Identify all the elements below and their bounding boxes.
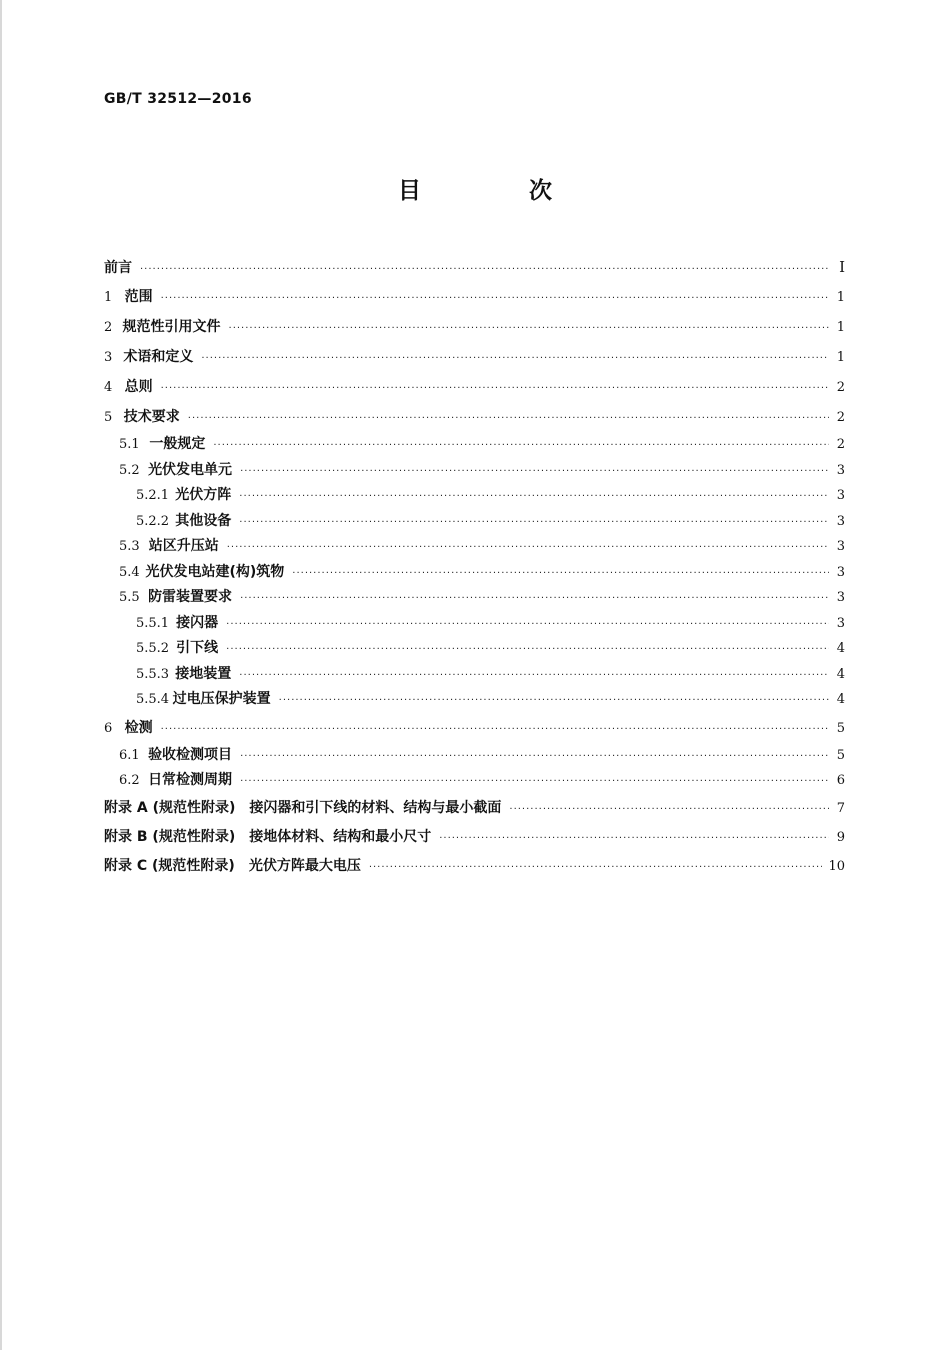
toc-dot-leader xyxy=(201,344,829,374)
toc-entry-page: 3 xyxy=(836,462,845,478)
toc-entry-label: 规范性引用文件 xyxy=(122,319,221,335)
toc-dot-leader xyxy=(240,769,829,795)
page-title: 目 次 xyxy=(397,178,602,204)
toc-dot-leader xyxy=(439,824,829,853)
toc-entry-number: 2 xyxy=(104,320,113,335)
toc-entry[interactable] xyxy=(104,585,845,611)
toc-entry[interactable] xyxy=(104,483,845,509)
toc-dot-leader xyxy=(161,374,829,404)
toc-entry-label: 范围 xyxy=(124,289,153,305)
toc-entry-label: 术语和定义 xyxy=(123,349,194,365)
toc-entry-label: 光伏发电单元 xyxy=(148,461,233,478)
toc-dot-leader xyxy=(369,853,823,882)
toc-entry[interactable] xyxy=(104,823,845,852)
toc-entry-page: 5 xyxy=(836,720,845,736)
toc-entry-page: 6 xyxy=(836,773,845,788)
toc-entry-label: 前言 xyxy=(104,260,132,276)
toc-entry-label: 其他设备 xyxy=(175,512,232,529)
toc-entry-label: 一般规定 xyxy=(149,436,206,452)
toc-entry[interactable] xyxy=(104,402,845,432)
toc-entry-label: 验收检测项目 xyxy=(148,746,233,763)
toc-entry-number: 5.2.1 xyxy=(136,488,170,503)
toc-entry[interactable] xyxy=(104,794,845,823)
toc-dot-leader xyxy=(239,663,829,689)
toc-entry[interactable] xyxy=(104,743,845,769)
toc-entry-page: 4 xyxy=(836,666,845,682)
toc-entry-page: I xyxy=(839,258,845,276)
toc-entry-page: 3 xyxy=(836,590,845,605)
toc-dot-leader xyxy=(188,404,829,434)
toc-entry-number: 5.5.4 xyxy=(136,692,170,707)
toc-entry-label: 附录 A (规范性附录) 接闪器和引下线的材料、结构与最小截面 xyxy=(104,799,502,816)
toc-entry[interactable] xyxy=(104,509,845,535)
toc-dot-leader xyxy=(140,255,829,285)
toc-dot-leader xyxy=(229,314,829,344)
toc-entry-label: 接地装置 xyxy=(175,665,232,682)
toc-entry[interactable] xyxy=(104,768,845,794)
toc-entry-page: 3 xyxy=(836,488,845,503)
toc-entry-number: 6.1 xyxy=(119,747,140,763)
toc-entry[interactable] xyxy=(104,312,845,342)
toc-entry-page: 2 xyxy=(836,380,845,395)
toc-entry[interactable] xyxy=(104,852,845,881)
toc-entry[interactable] xyxy=(104,662,845,688)
toc-entry[interactable] xyxy=(104,432,845,458)
toc-entry-label: 引下线 xyxy=(176,640,219,656)
toc-entry-number: 6.2 xyxy=(119,773,140,788)
toc-dot-leader xyxy=(226,637,829,663)
toc-entry-page: 10 xyxy=(828,859,845,875)
toc-entry-label: 附录 C (规范性附录) 光伏方阵最大电压 xyxy=(104,858,361,875)
toc-dot-leader xyxy=(239,484,829,510)
toc-dot-leader xyxy=(240,744,829,770)
toc-dot-leader xyxy=(279,688,829,714)
toc-entry-label: 日常检测周期 xyxy=(148,772,233,788)
toc-entry-label: 检测 xyxy=(124,719,153,736)
toc-dot-leader xyxy=(161,715,829,745)
toc-entry-number: 5.2 xyxy=(119,462,140,478)
toc-entry[interactable] xyxy=(104,713,845,743)
toc-entry-label: 光伏发电站建(构)筑物 xyxy=(145,563,285,580)
toc-entry-label: 总则 xyxy=(124,379,153,395)
toc-entry[interactable] xyxy=(104,534,845,560)
toc-entry[interactable] xyxy=(104,342,845,372)
toc-entry[interactable] xyxy=(104,687,845,713)
toc-entry-label: 站区升压站 xyxy=(148,538,219,554)
toc-entry-number: 5.2.2 xyxy=(136,513,170,529)
toc-dot-leader xyxy=(509,795,829,824)
toc-entry-page: 1 xyxy=(836,320,845,335)
toc-dot-leader xyxy=(161,284,829,314)
toc-entry[interactable] xyxy=(104,560,845,586)
toc-entry-page: 2 xyxy=(836,410,845,425)
toc-entry-page: 2 xyxy=(836,437,845,452)
toc-entry[interactable] xyxy=(104,252,845,282)
toc-entry-label: 技术要求 xyxy=(123,409,180,425)
toc-entry-page: 9 xyxy=(836,829,845,845)
toc-entry-number: 5.5.3 xyxy=(136,666,170,682)
toc-entry-number: 3 xyxy=(104,350,113,365)
toc-entry[interactable] xyxy=(104,611,845,637)
toc-entry[interactable] xyxy=(104,458,845,484)
toc-entry-number: 1 xyxy=(104,290,113,305)
standard-number: GB/T 32512—2016 xyxy=(104,91,252,107)
toc-dot-leader xyxy=(240,459,829,485)
toc-entry-label: 过电压保护装置 xyxy=(172,691,271,707)
toc-entry-number: 6 xyxy=(104,720,113,736)
toc-entry-label: 接闪器 xyxy=(176,614,219,631)
toc-entry-number: 5 xyxy=(104,410,113,425)
toc-entry-number: 5.5.1 xyxy=(136,615,170,631)
toc-entry-page: 4 xyxy=(836,692,845,707)
toc-dot-leader xyxy=(226,612,829,638)
toc-entry-page: 4 xyxy=(836,641,845,656)
toc-entry-label: 防雷装置要求 xyxy=(148,589,233,605)
toc-entry-page: 3 xyxy=(836,615,845,631)
toc-entry-number: 5.5 xyxy=(119,590,140,605)
toc-dot-leader xyxy=(239,510,829,536)
toc-dot-leader xyxy=(213,433,829,459)
toc-entry-page: 7 xyxy=(836,800,845,816)
toc-dot-leader xyxy=(227,535,829,561)
toc-entry-label: 附录 B (规范性附录) 接地体材料、结构和最小尺寸 xyxy=(104,828,432,845)
toc-entry[interactable] xyxy=(104,636,845,662)
toc-entry-number: 5.4 xyxy=(119,564,140,580)
toc-entry-page: 1 xyxy=(836,290,845,305)
toc-entry-page: 1 xyxy=(836,350,845,365)
toc-entry[interactable] xyxy=(104,372,845,402)
toc-entry-page: 5 xyxy=(836,747,845,763)
toc-entry-number: 5.5.2 xyxy=(136,641,170,656)
toc-entry-page: 3 xyxy=(836,513,845,529)
toc-entry[interactable] xyxy=(104,282,845,312)
table-of-contents xyxy=(104,252,845,881)
toc-entry-number: 5.3 xyxy=(119,539,140,554)
toc-entry-page: 3 xyxy=(836,564,845,580)
toc-entry-number: 5.1 xyxy=(119,437,140,452)
toc-entry-number: 4 xyxy=(104,380,113,395)
toc-dot-leader xyxy=(292,561,829,587)
toc-entry-page: 3 xyxy=(836,539,845,554)
toc-dot-leader xyxy=(240,586,829,612)
toc-entry-label: 光伏方阵 xyxy=(175,487,232,503)
